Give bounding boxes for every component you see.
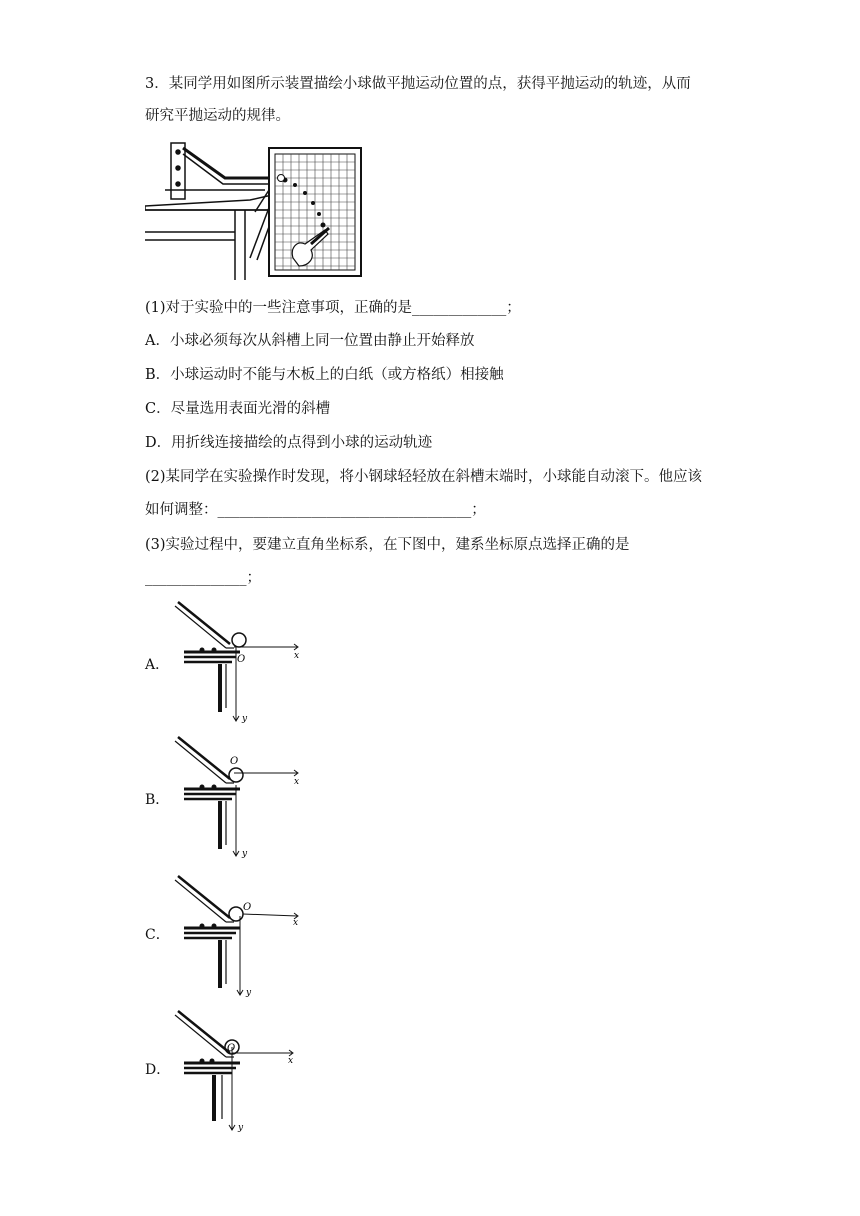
question-3-line2: ______________； xyxy=(145,570,261,586)
question-1-option-d: D．用折线连接描绘的点得到小球的运动轨迹 xyxy=(145,435,433,451)
question-1-option-a: A．小球必须每次从斜槽上同一位置由静止开始释放 xyxy=(145,333,475,349)
choice-b-x-label: x xyxy=(294,777,300,787)
question-3-line1: (3)实验过程中，要建立直角坐标系，在下图中，建系坐标原点选择正确的是 xyxy=(145,537,630,553)
choice-c-x-label: x xyxy=(293,918,299,928)
choice-b-y-label: y xyxy=(242,849,248,859)
question-1: (1)对于实验中的一些注意事项，正确的是_____________； xyxy=(145,300,521,316)
question-2-line2: 如何调整：___________________________________； xyxy=(145,502,486,518)
choice-c-label: C． xyxy=(145,927,170,943)
question-1-option-b: B．小球运动时不能与木板上的白纸（或方格纸）相接触 xyxy=(145,367,504,383)
choice-d-x-label: x xyxy=(288,1056,294,1066)
choice-d-origin: O xyxy=(227,1043,236,1054)
question-stem-line2: 研究平抛运动的规律。 xyxy=(145,108,290,124)
choice-a-origin: O xyxy=(237,654,246,665)
choice-b-origin: O xyxy=(230,756,239,767)
apparatus-illustration xyxy=(145,140,370,288)
choice-a-y-label: y xyxy=(242,714,248,724)
question-2-line1: (2)某同学在实验操作时发现，将小钢球轻轻放在斜槽末端时，小球能自动滚下。他应该 xyxy=(145,469,703,485)
question-1-option-c: C．尽量选用表面光滑的斜槽 xyxy=(145,401,331,417)
choice-c-y-label: y xyxy=(246,988,252,998)
choice-b-label: B． xyxy=(145,792,170,808)
choice-b-diagram xyxy=(172,733,307,861)
choice-c-diagram xyxy=(172,872,307,1000)
choice-a-x-label: x xyxy=(294,651,300,661)
choice-d-y-label: y xyxy=(238,1123,244,1133)
choice-a-label: A． xyxy=(145,657,170,673)
choice-a-diagram xyxy=(172,598,307,726)
question-stem-line1: 3．某同学用如图所示装置描绘小球做平抛运动位置的点，获得平抛运动的轨迹，从而 xyxy=(145,76,691,92)
choice-c-origin: O xyxy=(243,902,252,913)
choice-d-diagram xyxy=(172,1007,307,1135)
choice-d-label: D． xyxy=(145,1062,171,1078)
